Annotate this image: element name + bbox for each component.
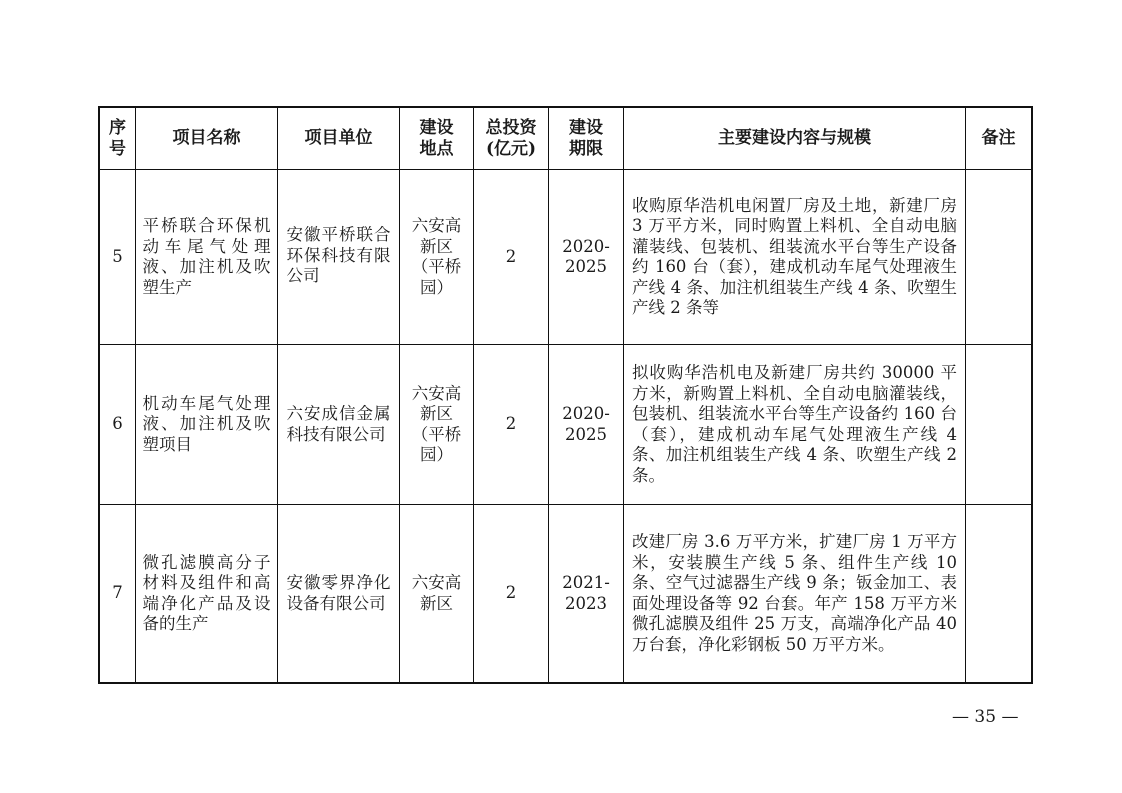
table-row-5-name <box>136 170 277 344</box>
project-table <box>98 106 1033 684</box>
table-row-7-remark <box>966 505 1031 682</box>
page-number: — 35 — <box>952 707 1019 727</box>
table-row-6-name <box>136 345 277 504</box>
row-seq: 6 <box>112 414 123 434</box>
header-unit-label: 项目单位 <box>304 128 373 148</box>
table-row-5-period <box>549 170 623 344</box>
row-unit: 六安成信金属科技有限公司 <box>286 404 391 444</box>
row-unit: 安徽平桥联合环保科技有限公司 <box>286 225 391 285</box>
table-row-6-period <box>549 345 623 504</box>
table-row-7-content <box>624 505 965 682</box>
row-content: 改建厂房 3.6 万平方米，扩建厂房 1 万平方米，安装膜生产线 5 条、组件生产线 10 条、空气过滤器生产线 9 条；钣金加工、表面处理设备等 92 台套。年产 158 万平方米微孔滤膜及组件 25 万支，高端净化产品 40 万台套，净化彩钢板 50 万平方米。 <box>632 532 957 654</box>
row-period: 2021-2023 <box>562 573 610 613</box>
row-unit: 安徽零界净化设备有限公司 <box>286 573 391 613</box>
row-seq: 7 <box>112 583 123 603</box>
header-period <box>549 108 623 169</box>
table-row-7-seq <box>100 505 135 682</box>
table-row-6-remark <box>966 345 1031 504</box>
header-name-label: 项目名称 <box>172 128 241 148</box>
table-row-6-seq <box>100 345 135 504</box>
table-row-5-remark <box>966 170 1031 344</box>
header-location <box>400 108 473 169</box>
header-remark-label: 备注 <box>981 128 1016 148</box>
row-location: 六安高新区 <box>411 573 462 613</box>
row-content: 拟收购华浩机电及新建厂房共约 30000 平方米，新购置上料机、全自动电脑灌装线，包装机、组装流水平台等生产设备约 160 台（套），建成机动车尾气处理液生产线 4 条、加注机组装生产线 4 条、吹塑生产线 2 条。 <box>632 363 957 485</box>
row-period: 2020-2025 <box>562 404 610 444</box>
table-row-5-investment <box>474 170 548 344</box>
table-row-6-location <box>400 345 473 504</box>
header-location-label: 建设地点 <box>419 117 454 159</box>
row-location: 六安高新区（平桥园） <box>411 383 462 464</box>
header-seq <box>100 108 135 169</box>
header-unit <box>278 108 399 169</box>
row-content: 收购原华浩机电闲置厂房及土地，新建厂房 3 万平方米，同时购置上料机、全自动电脑灌装线、包装机、组装流水平台等生产设备约 160 台（套），建成机动车尾气处理液生产线 4 条、加注机组装生产线 4 条、吹塑生产线 2 条等 <box>632 195 957 317</box>
row-name: 机动车尾气处理液、加注机及吹塑项目 <box>142 393 271 454</box>
row-seq: 5 <box>112 246 123 266</box>
table-row-6-content <box>624 345 965 504</box>
header-name <box>136 108 277 169</box>
table-row-5-unit <box>278 170 399 344</box>
header-investment-label: 总投资(亿元) <box>485 117 537 159</box>
header-investment <box>474 108 548 169</box>
table-row-5-location <box>400 170 473 344</box>
header-content-label: 主要建设内容与规模 <box>718 128 871 148</box>
header-remark <box>966 108 1031 169</box>
row-period: 2020-2025 <box>562 236 610 276</box>
table-row-5-seq <box>100 170 135 344</box>
table-row-7-unit <box>278 505 399 682</box>
table-row-5-content <box>624 170 965 344</box>
table-row-7-period <box>549 505 623 682</box>
table-row-7-name <box>136 505 277 682</box>
row-investment: 2 <box>505 414 517 434</box>
row-investment: 2 <box>505 246 517 266</box>
header-seq-label: 序号 <box>109 117 126 159</box>
header-content <box>624 108 965 169</box>
table-row-7-investment <box>474 505 548 682</box>
row-name: 平桥联合环保机动车尾气处理液、加注机及吹塑生产 <box>142 216 271 297</box>
table-row-6-investment <box>474 345 548 504</box>
row-name: 微孔滤膜高分子材料及组件和高端净化产品及设备的生产 <box>142 552 271 633</box>
table-row-6-unit <box>278 345 399 504</box>
table-row-7-location <box>400 505 473 682</box>
row-location: 六安高新区（平桥园） <box>411 216 462 297</box>
header-period-label: 建设期限 <box>568 117 603 159</box>
row-investment: 2 <box>505 583 517 603</box>
